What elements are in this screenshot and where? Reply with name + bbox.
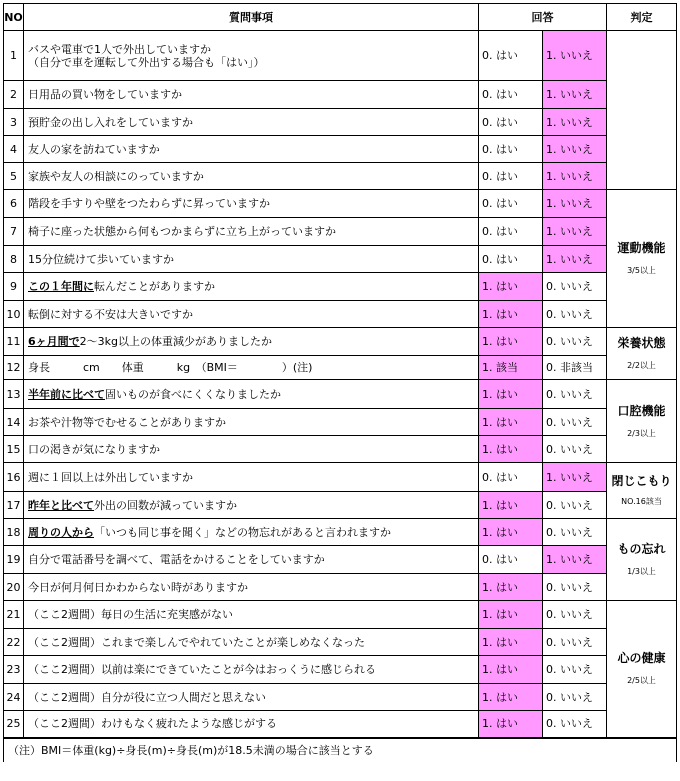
question-text	[24, 436, 479, 463]
question-body: 転倒に対する不安は大きいですか	[28, 307, 193, 321]
answer-option-right[interactable]: 1. いいえ	[543, 81, 607, 109]
question-text	[24, 546, 479, 574]
question-text	[24, 328, 479, 356]
header-judgment: 判定	[607, 4, 677, 31]
table-row	[4, 546, 677, 574]
judgment-motor	[607, 190, 677, 328]
question-emphasis: 昨年と比べて	[28, 498, 94, 512]
table-row	[4, 81, 677, 109]
question-body: （ここ2週間）毎日の生活に充実感がない	[28, 608, 233, 621]
question-body: 今日が何月何日かわからない時がありますか	[28, 580, 248, 594]
table-row	[4, 656, 677, 684]
answer-option-left[interactable]: 0. はい	[479, 109, 543, 136]
question-body: 階段を手すりや壁をつたわらずに昇っていますか	[28, 197, 270, 210]
answer-option-right[interactable]: 0. いいえ	[543, 273, 607, 301]
header-no: NO	[4, 4, 24, 31]
table-row	[4, 328, 677, 356]
answer-option-right[interactable]: 1. いいえ	[543, 463, 607, 492]
answer-option-left[interactable]: 0. はい	[479, 218, 543, 246]
question-body: 週に１回以上は外出していますか	[28, 470, 193, 484]
question-number: 13	[4, 380, 24, 409]
judgment-label: 栄養状態	[617, 336, 666, 350]
question-body: 預貯金の出し入れをしていますか	[28, 115, 193, 129]
answer-option-right[interactable]: 1. いいえ	[543, 136, 607, 163]
question-text	[24, 246, 479, 273]
answer-option-right[interactable]: 0. いいえ	[543, 601, 607, 629]
table-row	[4, 380, 677, 409]
questionnaire-table	[3, 3, 677, 762]
table-row	[4, 356, 677, 380]
answer-option-right[interactable]: 0. いいえ	[543, 574, 607, 601]
question-number: 18	[4, 519, 24, 546]
question-number: 21	[4, 601, 24, 629]
question-body: 身長 cm 体重 kg （BMI＝ ）(注)	[28, 361, 313, 374]
judgment-cell-blank	[607, 31, 677, 190]
note-blank	[543, 738, 607, 762]
question-text	[24, 656, 479, 684]
question-number: 15	[4, 436, 24, 463]
answer-option-right[interactable]: 0. いいえ	[543, 629, 607, 656]
question-text	[24, 601, 479, 629]
question-number: 5	[4, 163, 24, 190]
answer-option-right[interactable]: 1. いいえ	[543, 546, 607, 574]
question-number: 11	[4, 328, 24, 356]
question-body: 転んだことがありますか	[94, 280, 215, 293]
table-row	[4, 436, 677, 463]
question-number: 17	[4, 492, 24, 519]
question-body: 15分位続けて歩いていますか	[28, 252, 174, 266]
answer-option-left[interactable]: 0. はい	[479, 190, 543, 218]
table-row	[4, 109, 677, 136]
answer-option-right[interactable]: 0. いいえ	[543, 380, 607, 409]
answer-option-right[interactable]: 1. いいえ	[543, 218, 607, 246]
question-text	[24, 711, 479, 738]
table-row	[4, 218, 677, 246]
question-number: 8	[4, 246, 24, 273]
answer-option-left[interactable]: 0. はい	[479, 81, 543, 109]
answer-option-left[interactable]: 1. はい	[479, 629, 543, 656]
answer-option-left[interactable]: 1. はい	[479, 601, 543, 629]
answer-option-left[interactable]: 1. はい	[479, 301, 543, 328]
judgment-criterion: NO.16該当	[621, 497, 662, 506]
answer-option-left[interactable]: 0. はい	[479, 163, 543, 190]
question-body: 「いつも同じ事を聞く」などの物忘れがあると言われますか	[94, 525, 391, 539]
question-body: 固いものが食べにくくなりましたか	[105, 387, 281, 401]
question-text	[24, 136, 479, 163]
judgment-mental	[607, 601, 677, 738]
question-text	[24, 629, 479, 656]
question-subline: （自分で車を運転して外出する場合も「はい」）	[28, 55, 265, 69]
answer-option-left[interactable]: 1. はい	[479, 273, 543, 301]
answer-option-right[interactable]: 0. いいえ	[543, 711, 607, 738]
question-number: 1	[4, 31, 24, 81]
table-row	[4, 574, 677, 601]
judgment-memory	[607, 519, 677, 601]
header-question: 質問事項	[24, 4, 479, 31]
question-number: 14	[4, 409, 24, 436]
table-row	[4, 163, 677, 190]
question-number: 24	[4, 684, 24, 711]
answer-option-left[interactable]: 1. はい	[479, 656, 543, 684]
question-text	[24, 81, 479, 109]
answer-option-right[interactable]: 1. いいえ	[543, 246, 607, 273]
judgment-label: 口腔機能	[617, 403, 666, 418]
answer-option-left[interactable]: 0. はい	[479, 546, 543, 574]
table-row	[4, 409, 677, 436]
question-emphasis: 半年前に比べて	[28, 387, 105, 401]
note-blank	[607, 738, 677, 762]
table-row	[4, 136, 677, 163]
question-text	[24, 574, 479, 601]
question-text	[24, 218, 479, 246]
question-number: 23	[4, 656, 24, 684]
question-text	[24, 463, 479, 492]
question-text	[24, 380, 479, 409]
judgment-criterion: 3/5以上	[627, 266, 656, 275]
question-body: （ここ2週間）自分が役に立つ人間だと思えない	[28, 690, 266, 704]
answer-option-left[interactable]: 0. はい	[479, 246, 543, 273]
question-emphasis: 6ヶ月間で	[28, 335, 80, 348]
question-body: 日用品の買い物をしていますか	[28, 88, 182, 101]
question-body: 外出の回数が減っていますか	[94, 498, 237, 512]
judgment-nutrition	[607, 328, 677, 380]
judgment-label: 運動機能	[617, 241, 666, 255]
answer-option-right[interactable]: 0. いいえ	[543, 328, 607, 356]
question-body: （ここ2週間）これまで楽しんでやれていたことが楽しめなくなった	[28, 635, 365, 649]
question-body: 家族や友人の相談にのっていますか	[28, 169, 204, 183]
question-emphasis: 周りの人から	[28, 525, 94, 539]
table-row	[4, 301, 677, 328]
answer-option-right[interactable]: 1. いいえ	[543, 190, 607, 218]
question-number: 19	[4, 546, 24, 574]
answer-option-right[interactable]: 0. 非該当	[543, 356, 607, 380]
answer-option-left[interactable]: 1. はい	[479, 409, 543, 436]
table-row	[4, 684, 677, 711]
question-number: 6	[4, 190, 24, 218]
judgment-criterion: 2/3以上	[627, 428, 656, 438]
question-body: 自分で電話番号を調べて、電話をかけることをしていますか	[28, 553, 325, 566]
answer-option-right[interactable]: 1. いいえ	[543, 109, 607, 136]
table-header-row	[4, 4, 677, 31]
answer-option-left[interactable]: 1. はい	[479, 519, 543, 546]
question-text	[24, 409, 479, 436]
answer-option-left[interactable]: 1. はい	[479, 328, 543, 356]
answer-option-right[interactable]: 1. いいえ	[543, 163, 607, 190]
question-text	[24, 684, 479, 711]
answer-option-right[interactable]: 0. いいえ	[543, 492, 607, 519]
question-body: お茶や汁物等でむせることがありますか	[28, 415, 226, 429]
question-number: 2	[4, 81, 24, 109]
table-row	[4, 246, 677, 273]
table-row	[4, 711, 677, 738]
question-text	[24, 109, 479, 136]
question-body: 口の渇きが気になりますか	[28, 442, 160, 456]
answer-option-left[interactable]: 0. はい	[479, 136, 543, 163]
judgment-criterion: 1/3以上	[627, 567, 656, 576]
judgment-oral	[607, 380, 677, 463]
answer-option-right[interactable]: 0. いいえ	[543, 409, 607, 436]
question-number: 20	[4, 574, 24, 601]
question-body: 友人の家を訪ねていますか	[28, 142, 160, 156]
question-body: 椅子に座った状態から何もつかまらずに立ち上がっていますか	[28, 225, 336, 238]
table-row	[4, 463, 677, 492]
question-text	[24, 190, 479, 218]
judgment-label: 閉じこもり	[611, 474, 672, 488]
question-text	[24, 519, 479, 546]
question-text	[24, 163, 479, 190]
table-row	[4, 519, 677, 546]
question-number: 22	[4, 629, 24, 656]
judgment-label: もの忘れ	[617, 542, 666, 556]
question-number: 12	[4, 356, 24, 380]
question-number: 4	[4, 136, 24, 163]
question-line: バスや電車で1人で外出していますか	[28, 42, 211, 56]
questions-body	[4, 31, 677, 738]
answer-option-left[interactable]: 1. はい	[479, 684, 543, 711]
table-row	[4, 273, 677, 301]
question-body: 2～3kg以上の体重減少がありましたか	[79, 335, 273, 348]
answer-option-right[interactable]: 0. いいえ	[543, 656, 607, 684]
answer-option-right[interactable]: 0. いいえ	[543, 436, 607, 463]
table-row	[4, 190, 677, 218]
question-number: 3	[4, 109, 24, 136]
answer-option-left[interactable]: 1. はい	[479, 492, 543, 519]
answer-option-right[interactable]: 0. いいえ	[543, 519, 607, 546]
answer-option-left[interactable]: 1. はい	[479, 380, 543, 409]
question-number: 9	[4, 273, 24, 301]
question-body: （ここ2週間）以前は楽にできていたことが今はおっくうに感じられる	[28, 663, 376, 676]
question-emphasis: この１年間に	[28, 280, 94, 293]
question-text	[24, 356, 479, 380]
answer-option-left[interactable]: 1. はい	[479, 574, 543, 601]
question-number: 25	[4, 711, 24, 738]
question-body: （ここ2週間）わけもなく疲れたような感じがする	[28, 717, 277, 731]
table-row	[4, 629, 677, 656]
judgment-withdrawal	[607, 463, 677, 519]
answer-option-left[interactable]: 1. 該当	[479, 356, 543, 380]
answer-option-right[interactable]: 1. いいえ	[543, 31, 607, 81]
header-answer: 回答	[479, 4, 607, 31]
note-blank	[479, 738, 543, 762]
table-row	[4, 492, 677, 519]
answer-option-right[interactable]: 0. いいえ	[543, 684, 607, 711]
question-text	[24, 31, 479, 81]
answer-option-right[interactable]: 0. いいえ	[543, 301, 607, 328]
table-row	[4, 601, 677, 629]
answer-option-left[interactable]: 1. はい	[479, 711, 543, 738]
answer-option-left[interactable]: 1. はい	[479, 436, 543, 463]
question-number: 10	[4, 301, 24, 328]
question-text	[24, 301, 479, 328]
table-row	[4, 31, 677, 81]
answer-option-left[interactable]: 0. はい	[479, 31, 543, 81]
question-number: 7	[4, 218, 24, 246]
question-text	[24, 273, 479, 301]
answer-option-left[interactable]: 0. はい	[479, 463, 543, 492]
judgment-label: 心の健康	[617, 651, 666, 666]
question-number: 16	[4, 463, 24, 492]
judgment-criterion: 2/5以上	[627, 676, 656, 686]
questionnaire-sheet	[3, 3, 677, 762]
question-text	[24, 492, 479, 519]
bmi-note: （注）BMI＝体重(kg)÷身長(m)÷身長(m)が18.5未満の場合に該当とする	[4, 738, 479, 762]
judgment-criterion: 2/2以上	[627, 361, 656, 370]
